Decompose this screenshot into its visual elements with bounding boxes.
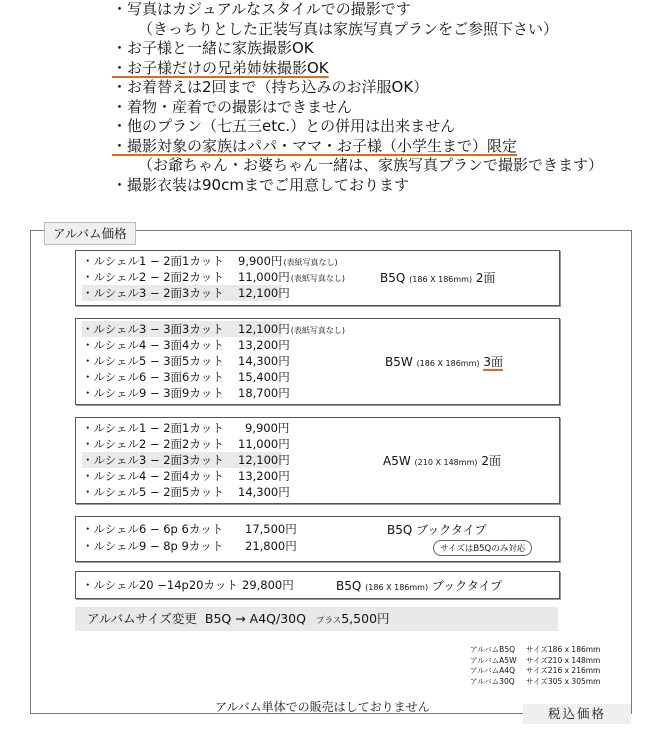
note-line: ・他のプラン（七五三etc.）との併用は出来ません: [112, 117, 456, 135]
footer-note: アルバム単体での販売はしておりません: [215, 700, 430, 714]
album-size: B5Q ブックタイプ: [387, 523, 487, 537]
note-line: ・着物・産着での撮影はできません: [112, 97, 353, 116]
album-row: ・ルシェル3 − 2面3カット 12,100円: [82, 286, 290, 300]
note-line: ・お子様と一緒に家族撮影OK: [112, 39, 314, 57]
size-note-pill: サイズはB5Qのみ対応: [433, 540, 532, 556]
album-row: ・ルシェル4 − 2面4カット 13,200円: [82, 469, 290, 483]
album-row: ・ルシェル2 − 2面2カット 11,000円: [82, 437, 290, 451]
note-line: ・写真はカジュアルなスタイルでの撮影です: [112, 0, 411, 18]
album-row: ・ルシェル1 − 2面1カット 9,900円(表紙写真なし): [82, 254, 338, 268]
note-line: ・お着替えは2回まで（持ち込みのお洋服OK）: [112, 78, 429, 96]
price: 9,900円: [238, 254, 283, 268]
album-box-book: [75, 516, 560, 562]
note-line: ・撮影衣装は90cmまでご用意しております: [112, 175, 409, 194]
album-box-b5q: [75, 250, 560, 306]
album-row: ・ルシェル6 − 6p 6カット 17,500円: [82, 522, 297, 536]
note-line: [112, 137, 603, 157]
price: 12,100円: [238, 322, 290, 336]
album-row: ・ルシェル6 − 3面6カット 15,400円: [82, 370, 290, 384]
album-row: ・ルシェル3 − 3面3カット 12,100円(表紙写真なし): [82, 322, 345, 336]
price: 11,000円: [238, 270, 290, 284]
note-target-family: ・撮影対象の家族はパパ・ママ・お子様（小学生まで）限定: [112, 136, 518, 155]
album-size: B5Q (186 X 186mm) ブックタイプ: [336, 579, 503, 593]
price-note: (表紙写真なし): [283, 258, 338, 267]
price-note: (表紙写真なし): [290, 274, 345, 283]
album-row: ・ルシェル5 − 3面5カット 14,300円: [82, 354, 290, 368]
album-size: B5W (186 X 186mm) 3面: [385, 355, 503, 369]
album-row: ・ルシェル20 −14p20カット 29,800円: [82, 578, 294, 592]
tax-included-label: 税込価格: [523, 704, 631, 724]
plan-notes: [112, 0, 603, 195]
spec-row: アルバム30Q サイズ305 x 305mm: [470, 676, 601, 686]
album-row: ・ルシェル4 − 3面4カット 13,200円: [82, 338, 290, 352]
album-row: ・ルシェル1 − 2面1カット 9,900円: [82, 421, 290, 435]
spec-row: アルバムB5Q サイズ186 x 186mm: [470, 645, 601, 654]
album-box-20: [75, 571, 560, 599]
album-row: ・ルシェル5 − 2面5カット 14,300円: [82, 485, 290, 499]
album-row: ・ルシェル3 − 2面3カット 12,100円: [82, 453, 290, 467]
note-line: ・お子様だけの兄弟姉妹撮影OK: [112, 58, 329, 77]
album-size: B5Q (186 X 186mm) 2面: [380, 271, 496, 285]
album-row: ・ルシェル9 − 3面9カット 18,700円: [82, 386, 290, 400]
price: 12,100円: [238, 286, 290, 300]
album-size-change: アルバムサイズ変更 B5Q → A4Q/30Q プラス5,500円: [75, 607, 558, 631]
spec-row: アルバムA4Q サイズ216 x 216mm: [470, 666, 601, 675]
album-row: ・ルシェル2 − 2面2カット 11,000円(表紙写真なし): [82, 270, 345, 284]
note-line: （お爺ちゃん・お婆ちゃん一緒は、家族写真プランで撮影できます）: [138, 156, 604, 174]
spec-row: アルバムA5W サイズ210 x 148mm: [470, 655, 601, 665]
album-spec-list: [470, 645, 600, 687]
album-size: A5W (210 X 148mm) 2面: [383, 454, 501, 468]
album-box-a5w: [75, 417, 560, 504]
note-line: （きっちりとした正装写真は家族写真プランをご参照下さい）: [138, 19, 559, 38]
price-note: (表紙写真なし): [290, 326, 345, 335]
album-price-title: アルバム価格: [44, 222, 136, 245]
album-box-b5w: [75, 318, 560, 405]
album-row: ・ルシェル9 − 8p 9カット 21,800円: [82, 539, 297, 553]
